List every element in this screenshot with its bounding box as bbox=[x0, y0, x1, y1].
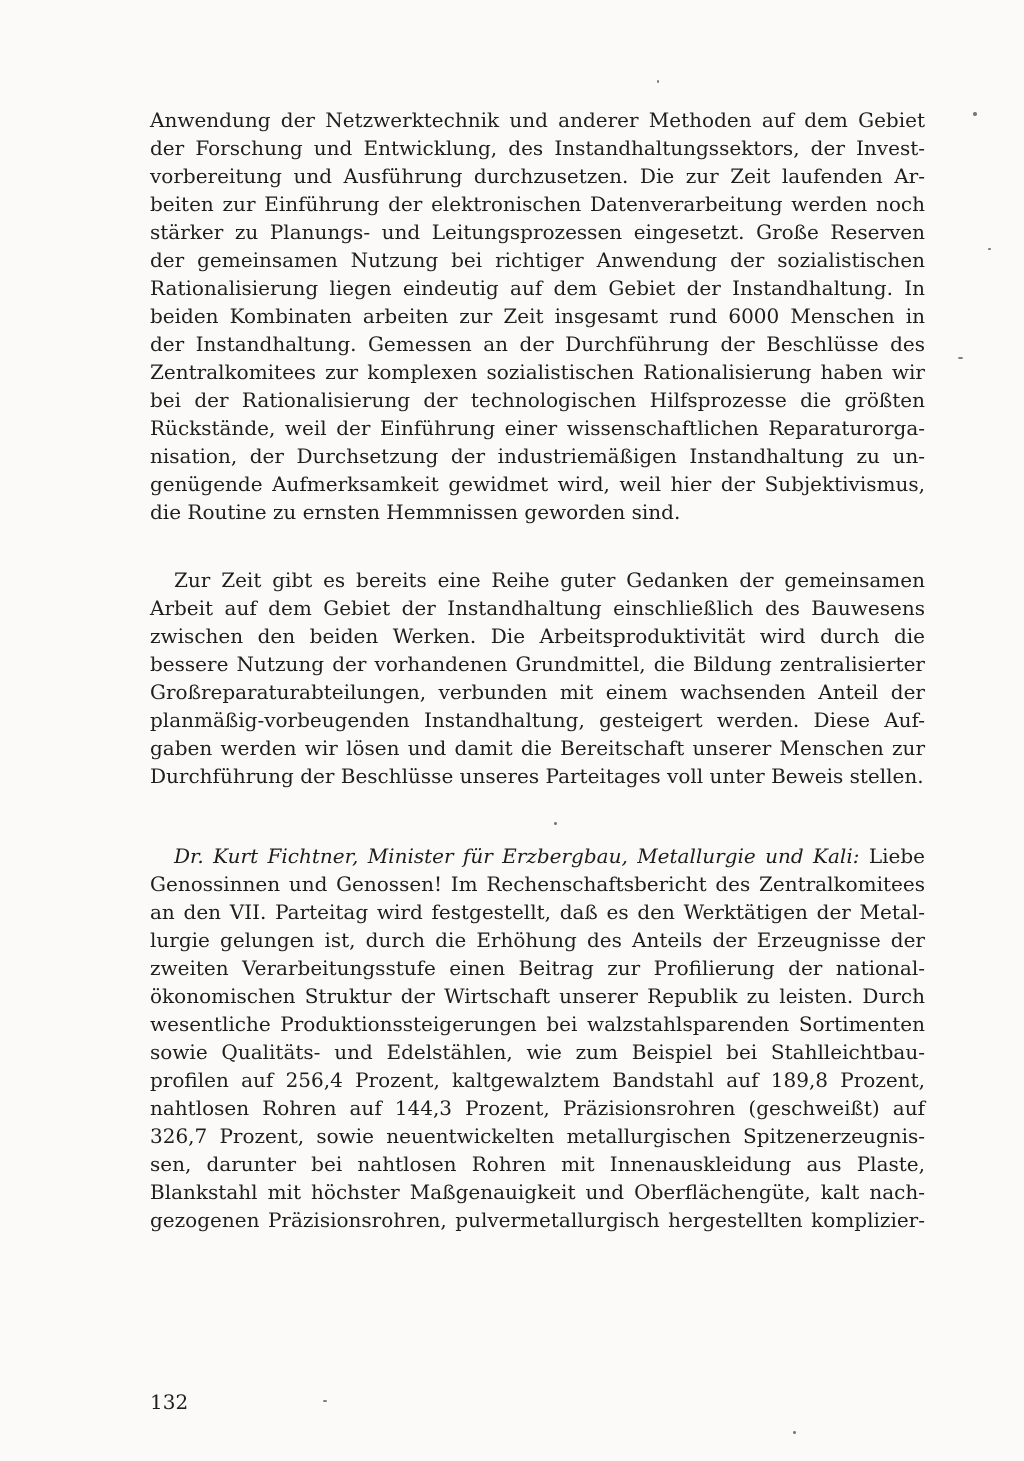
text-line: zweiten Verarbeitungsstufe einen Beitrag zur Profilierung der national- bbox=[150, 956, 925, 980]
text-line: Durchführung der Beschlüsse unseres Parteitages voll unter Beweis stellen. bbox=[150, 764, 924, 788]
text-line: vorbereitung und Ausführung durchzusetzen. Die zur Zeit laufenden Ar- bbox=[150, 164, 925, 188]
text-line: bei der Rationalisierung der technologischen Hilfsprozesse die größten bbox=[150, 388, 925, 412]
paragraph-2 bbox=[150, 566, 925, 790]
scan-speck bbox=[657, 80, 659, 83]
text-line: bessere Nutzung der vorhandenen Grundmittel, die Bildung zentralisierter bbox=[150, 652, 925, 676]
text-line: ökonomischen Struktur der Wirtschaft unserer Republik zu leisten. Durch bbox=[150, 984, 925, 1008]
text-line: nahtlosen Rohren auf 144,3 Prozent, Präzisionsrohren (geschweißt) auf bbox=[150, 1096, 925, 1120]
scan-speck bbox=[988, 248, 991, 250]
text-line: gaben werden wir lösen und damit die Bereitschaft unserer Menschen zur bbox=[150, 736, 925, 760]
text-line: der gemeinsamen Nutzung bei richtiger Anwendung der sozialistischen bbox=[150, 248, 925, 272]
text-line: genügende Aufmerksamkeit gewidmet wird, weil hier der Subjektivismus, bbox=[150, 472, 925, 496]
text-line: sowie Qualitäts- und Edelstählen, wie zum Beispiel bei Stahlleichtbau- bbox=[150, 1040, 925, 1064]
text-line: an den VII. Parteitag wird festgestellt, daß es den Werktätigen der Metal- bbox=[150, 900, 925, 924]
text-line: Rationalisierung liegen eindeutig auf dem Gebiet der Instandhaltung. In bbox=[150, 276, 925, 300]
text-line: wesentliche Produktionssteigerungen bei walzstahlsparenden Sortimenten bbox=[150, 1012, 925, 1036]
text-line: Zentralkomitees zur komplexen sozialistischen Rationalisierung haben wir bbox=[150, 360, 925, 384]
text-line: 326,7 Prozent, sowie neuentwickelten metallurgischen Spitzenerzeugnis- bbox=[150, 1124, 925, 1148]
text-line: profilen auf 256,4 Prozent, kaltgewalztem Bandstahl auf 189,8 Prozent, bbox=[150, 1068, 925, 1092]
text-line: gezogenen Präzisionsrohren, pulvermetallurgisch hergestellten komplizier- bbox=[150, 1208, 925, 1232]
text-line: zwischen den beiden Werken. Die Arbeitsproduktivität wird durch die bbox=[150, 624, 925, 648]
text-line: sen, darunter bei nahtlosen Rohren mit Innenauskleidung aus Plaste, bbox=[150, 1152, 925, 1176]
text-line: nisation, der Durchsetzung der industriemäßigen Instandhaltung zu un- bbox=[150, 444, 925, 468]
text-line: die Routine zu ernsten Hemmnissen geworden sind. bbox=[150, 500, 681, 524]
text-line: der Instandhaltung. Gemessen an der Durchführung der Beschlüsse des bbox=[150, 332, 925, 356]
speaker-name: Dr. Kurt Fichtner, Minister für Erzbergbau, Metallurgie und Kali: bbox=[174, 844, 860, 868]
scan-speck bbox=[554, 822, 557, 825]
paragraph-3 bbox=[150, 842, 925, 1234]
scan-speck bbox=[958, 357, 963, 359]
text-line: Arbeit auf dem Gebiet der Instandhaltung einschließlich des Bauwesens bbox=[150, 596, 925, 620]
text-line: Großreparaturabteilungen, verbunden mit einem wachsenden Anteil der bbox=[150, 680, 925, 704]
scan-speck bbox=[323, 1400, 327, 1402]
text-line: Anwendung der Netzwerktechnik und anderer Methoden auf dem Gebiet bbox=[150, 108, 925, 132]
text-line: Genossinnen und Genossen! Im Rechenschaftsbericht des Zentralkomitees bbox=[150, 872, 925, 896]
paragraph-1 bbox=[150, 106, 925, 526]
speaker-line bbox=[150, 842, 925, 870]
text-line: beiden Kombinaten arbeiten zur Zeit insgesamt rund 6000 Menschen in bbox=[150, 304, 925, 328]
text-line: lurgie gelungen ist, durch die Erhöhung des Anteils der Erzeugnisse der bbox=[150, 928, 925, 952]
text-line: der Forschung und Entwicklung, des Instandhaltungssektors, der Invest- bbox=[150, 136, 925, 160]
text-line: beiten zur Einführung der elektronischen Datenverarbeitung werden noch bbox=[150, 192, 925, 216]
text-line: Zur Zeit gibt es bereits eine Reihe guter Gedanken der gemeinsamen bbox=[174, 568, 925, 592]
text-line: planmäßig-vorbeugenden Instandhaltung, gesteigert werden. Diese Auf- bbox=[150, 708, 925, 732]
scan-speck bbox=[973, 112, 977, 116]
page-number: 132 bbox=[150, 1390, 189, 1414]
speaker-line-rest: Liebe bbox=[859, 844, 925, 868]
scan-speck bbox=[793, 1431, 796, 1434]
text-line: Blankstahl mit höchster Maßgenauigkeit und Oberflächengüte, kalt nach- bbox=[150, 1180, 925, 1204]
text-line: stärker zu Planungs- und Leitungsprozessen eingesetzt. Große Reserven bbox=[150, 220, 925, 244]
text-line: Rückstände, weil der Einführung einer wissenschaftlichen Reparaturorga- bbox=[150, 416, 925, 440]
